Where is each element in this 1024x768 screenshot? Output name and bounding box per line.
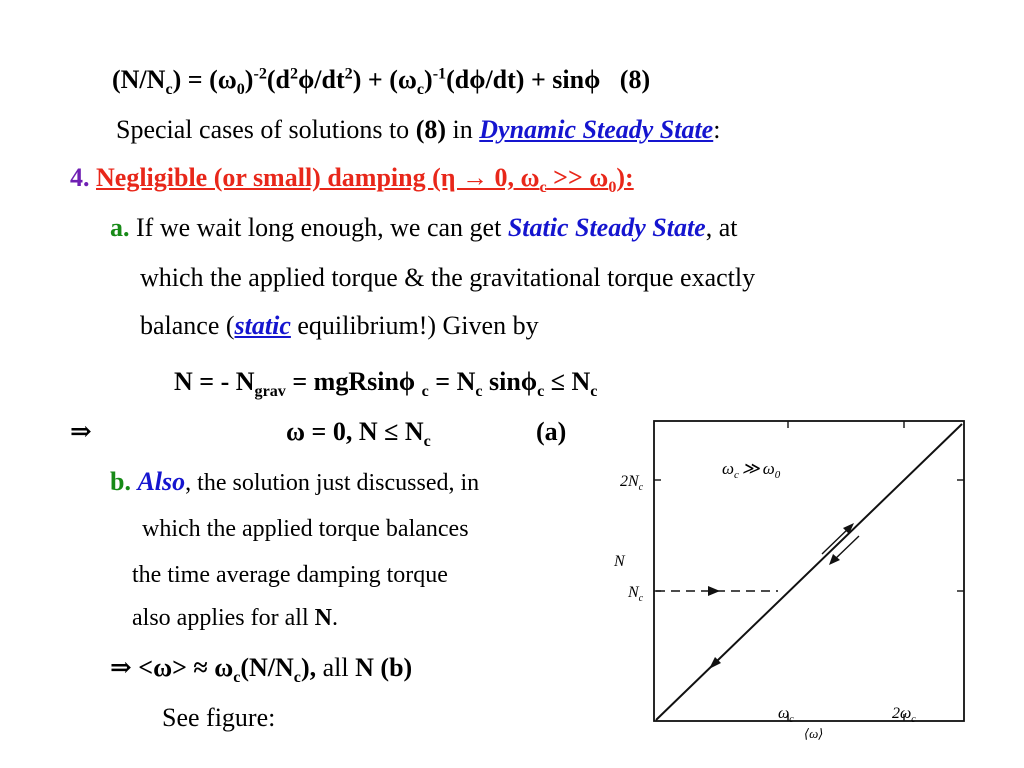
parallel-arrow-up-line xyxy=(822,527,850,554)
ytick-label-nc: $N_c$ xyxy=(628,584,644,604)
ytick-label-2nc: $2N_c$ xyxy=(620,473,644,493)
part-a-line2: which the applied torque & the gravitational torque exactly xyxy=(140,263,756,292)
special-cases-line: Special cases of solutions to (8) in Dynamic Steady State: xyxy=(116,115,721,144)
case-4-heading: 4. Negligible (or small) damping (η → 0, $\omega_c >> \omega_0$): xyxy=(70,163,634,197)
xtick-label-2wc: $2\omega_c$ xyxy=(892,705,916,725)
dashed-arrow-head xyxy=(708,586,720,596)
figure-legend: $\omega_c$ ≫ $\omega_0$ xyxy=(722,459,781,481)
part-b-line2: which the applied torque balances xyxy=(142,516,469,542)
y-axis-label: N xyxy=(614,553,625,570)
part-b-line4: also applies for all N. xyxy=(132,605,338,631)
equation-8: $(N/N_c) = (\omega_0)^{-2}(d^2\phi/dt^2) + (\omega_c)^{-1}(d\phi/dt) + \sin\phi$ (8) xyxy=(112,65,651,99)
equation-b: ⇒ $<\omega> \approx \omega_c(N/N_c)$, all N (b) xyxy=(110,653,413,687)
static-steady-state-text: Static Steady State xyxy=(507,213,706,242)
equation-a-label: (a) xyxy=(536,417,567,446)
dynamic-steady-state-link[interactable]: Dynamic Steady State xyxy=(479,115,714,144)
torque-balance-equation: N = - $N_{grav} = mgRsin\phi$ $_c = N_c$ $\sin\phi_c \le N_c$ xyxy=(174,367,598,401)
static-link[interactable]: static xyxy=(234,311,291,340)
see-figure-text: See figure: xyxy=(162,703,276,732)
omega-vs-torque-figure xyxy=(612,418,968,748)
part-a-line1: a. If we wait long enough, we can get Static Steady State, at xyxy=(110,213,738,242)
part-b-line3: the time average damping torque xyxy=(132,562,448,588)
diagonal-solution-line xyxy=(656,424,962,720)
part-b-line1: b. Also, the solution just discussed, in xyxy=(110,467,480,496)
implies-arrow-a: ⇒ xyxy=(70,417,92,446)
x-axis-label: ⟨ω⟩ xyxy=(804,726,824,741)
equation-a: ω = 0, $N \le N_c$ xyxy=(286,417,431,451)
xtick-label-wc: $\omega_c$ xyxy=(778,705,794,725)
part-a-line3: balance (static equilibrium!) Given by xyxy=(140,311,539,340)
